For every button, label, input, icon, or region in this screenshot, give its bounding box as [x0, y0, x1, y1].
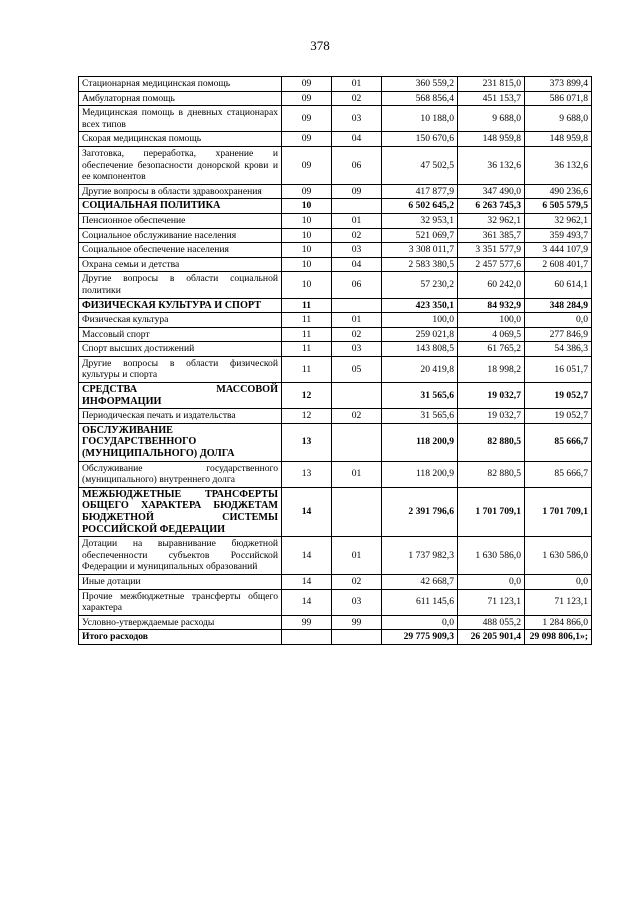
subsection-code: 01: [332, 461, 382, 487]
row-name: Периодическая печать и издательства: [79, 409, 282, 424]
amount-year-1: 568 856,4: [382, 91, 458, 106]
section-code: [282, 630, 332, 645]
table-row: [79, 298, 592, 313]
amount-year-1: 100,0: [382, 313, 458, 328]
section-code: 10: [282, 228, 332, 243]
row-name: Массовый спорт: [79, 327, 282, 342]
amount-year-1: 57 230,2: [382, 272, 458, 298]
section-code: 12: [282, 383, 332, 409]
amount-year-1: 417 877,9: [382, 184, 458, 199]
amount-year-2: 4 069,5: [458, 327, 525, 342]
section-code: 14: [282, 487, 332, 536]
subsection-code: [332, 383, 382, 409]
row-name: СРЕДСТВА МАССОВОЙ ИНФОРМАЦИИ: [79, 383, 282, 409]
table-row: [79, 91, 592, 106]
table-row: [79, 342, 592, 357]
amount-year-1: 1 737 982,3: [382, 537, 458, 575]
row-name: Стационарная медицинская помощь: [79, 77, 282, 92]
row-name: Другие вопросы в области здравоохранения: [79, 184, 282, 199]
amount-year-1: 423 350,1: [382, 298, 458, 313]
amount-year-2: 60 242,0: [458, 272, 525, 298]
subsection-code: 05: [332, 356, 382, 382]
table-row: [79, 589, 592, 615]
amount-year-1: 521 069,7: [382, 228, 458, 243]
amount-year-2: 19 032,7: [458, 383, 525, 409]
amount-year-2: 451 153,7: [458, 91, 525, 106]
row-name: Амбулаторная помощь: [79, 91, 282, 106]
amount-year-2: 148 959,8: [458, 132, 525, 147]
amount-year-3: 490 236,6: [525, 184, 592, 199]
subsection-code: 06: [332, 272, 382, 298]
amount-year-3: 1 630 586,0: [525, 537, 592, 575]
amount-year-2: 361 385,7: [458, 228, 525, 243]
row-name: Итого расходов: [79, 630, 282, 645]
amount-year-2: 0,0: [458, 574, 525, 589]
amount-year-1: 150 670,6: [382, 132, 458, 147]
amount-year-2: 2 457 577,6: [458, 257, 525, 272]
amount-year-1: 2 583 380,5: [382, 257, 458, 272]
amount-year-2: 1 630 586,0: [458, 537, 525, 575]
table-row: [79, 77, 592, 92]
amount-year-3: 19 052,7: [525, 409, 592, 424]
amount-year-1: 29 775 909,3: [382, 630, 458, 645]
amount-year-3: 36 132,6: [525, 146, 592, 184]
section-code: 11: [282, 298, 332, 313]
amount-year-1: 10 188,0: [382, 106, 458, 132]
table-row: [79, 228, 592, 243]
table-row: [79, 132, 592, 147]
amount-year-1: 143 808,5: [382, 342, 458, 357]
amount-year-3: 6 505 579,5: [525, 199, 592, 214]
table-row: [79, 383, 592, 409]
subsection-code: 99: [332, 615, 382, 630]
row-name: Другие вопросы в области социальной политики: [79, 272, 282, 298]
amount-year-1: 6 502 645,2: [382, 199, 458, 214]
table-row: [79, 106, 592, 132]
section-code: 12: [282, 409, 332, 424]
table-row: [79, 327, 592, 342]
subsection-code: 03: [332, 243, 382, 258]
amount-year-2: 100,0: [458, 313, 525, 328]
subsection-code: 06: [332, 146, 382, 184]
subsection-code: 03: [332, 106, 382, 132]
subsection-code: 04: [332, 132, 382, 147]
table-row: [79, 243, 592, 258]
section-code: 10: [282, 213, 332, 228]
amount-year-2: 19 032,7: [458, 409, 525, 424]
amount-year-3: 71 123,1: [525, 589, 592, 615]
section-code: 11: [282, 313, 332, 328]
amount-year-3: 19 052,7: [525, 383, 592, 409]
subsection-code: 02: [332, 409, 382, 424]
table-row: [79, 199, 592, 214]
table-row: [79, 423, 592, 461]
row-name: Обслуживание государственного (муниципального) внутреннего долга: [79, 461, 282, 487]
row-name: ОБСЛУЖИВАНИЕ ГОСУДАРСТВЕННОГО (МУНИЦИПАЛЬНОГО) ДОЛГА: [79, 423, 282, 461]
amount-year-2: 61 765,2: [458, 342, 525, 357]
amount-year-3: 85 666,7: [525, 461, 592, 487]
subsection-code: 01: [332, 213, 382, 228]
amount-year-3: 9 688,0: [525, 106, 592, 132]
section-code: 11: [282, 342, 332, 357]
table-row: [79, 487, 592, 536]
amount-year-2: 26 205 901,4: [458, 630, 525, 645]
subsection-code: [332, 487, 382, 536]
table-row: [79, 213, 592, 228]
row-name: Скорая медицинская помощь: [79, 132, 282, 147]
amount-year-2: 84 932,9: [458, 298, 525, 313]
amount-year-2: 1 701 709,1: [458, 487, 525, 536]
row-name: Охрана семьи и детства: [79, 257, 282, 272]
row-name: Условно-утверждаемые расходы: [79, 615, 282, 630]
section-code: 09: [282, 146, 332, 184]
amount-year-1: 32 953,1: [382, 213, 458, 228]
row-name: Социальное обеспечение населения: [79, 243, 282, 258]
amount-year-3: 3 444 107,9: [525, 243, 592, 258]
subsection-code: 03: [332, 589, 382, 615]
section-code: 09: [282, 77, 332, 92]
budget-table: [78, 76, 592, 645]
row-name: Социальное обслуживание населения: [79, 228, 282, 243]
section-code: 10: [282, 243, 332, 258]
amount-year-2: 3 351 577,9: [458, 243, 525, 258]
amount-year-3: 60 614,1: [525, 272, 592, 298]
subsection-code: 09: [332, 184, 382, 199]
section-code: 99: [282, 615, 332, 630]
amount-year-1: 47 502,5: [382, 146, 458, 184]
amount-year-2: 82 880,5: [458, 423, 525, 461]
row-name: Прочие межбюджетные трансферты общего характера: [79, 589, 282, 615]
subsection-code: 01: [332, 77, 382, 92]
amount-year-3: 2 608 401,7: [525, 257, 592, 272]
table-row: [79, 257, 592, 272]
section-code: 10: [282, 257, 332, 272]
amount-year-1: 31 565,6: [382, 383, 458, 409]
table-row: [79, 313, 592, 328]
amount-year-2: 6 263 745,3: [458, 199, 525, 214]
section-code: 10: [282, 199, 332, 214]
amount-year-1: 259 021,8: [382, 327, 458, 342]
amount-year-1: 20 419,8: [382, 356, 458, 382]
table-row: [79, 461, 592, 487]
amount-year-2: 36 132,6: [458, 146, 525, 184]
row-name: МЕЖБЮДЖЕТНЫЕ ТРАНСФЕРТЫ ОБЩЕГО ХАРАКТЕРА БЮДЖЕТАМ БЮДЖЕТНОЙ СИСТЕМЫ РОССИЙСКОЙ ФЕДЕРАЦИИ: [79, 487, 282, 536]
amount-year-1: 118 200,9: [382, 423, 458, 461]
section-code: 09: [282, 106, 332, 132]
amount-year-1: 360 559,2: [382, 77, 458, 92]
amount-year-2: 231 815,0: [458, 77, 525, 92]
amount-year-2: 18 998,2: [458, 356, 525, 382]
row-name: Дотации на выравнивание бюджетной обеспеченности субъектов Российской Федерации и муниципальных образований: [79, 537, 282, 575]
subsection-code: 01: [332, 537, 382, 575]
amount-year-3: 16 051,7: [525, 356, 592, 382]
amount-year-3: 348 284,9: [525, 298, 592, 313]
subsection-code: 02: [332, 574, 382, 589]
table-row: [79, 272, 592, 298]
amount-year-3: 54 386,3: [525, 342, 592, 357]
page-number: 378: [310, 38, 330, 53]
amount-year-2: 82 880,5: [458, 461, 525, 487]
amount-year-1: 2 391 796,6: [382, 487, 458, 536]
subsection-code: [332, 423, 382, 461]
amount-year-1: 118 200,9: [382, 461, 458, 487]
row-name: Спорт высших достижений: [79, 342, 282, 357]
amount-year-1: 0,0: [382, 615, 458, 630]
table-row: [79, 356, 592, 382]
table-row: [79, 574, 592, 589]
amount-year-3: 32 962,1: [525, 213, 592, 228]
table-row: [79, 630, 592, 645]
amount-year-1: 31 565,6: [382, 409, 458, 424]
amount-year-2: 488 055,2: [458, 615, 525, 630]
amount-year-3: 85 666,7: [525, 423, 592, 461]
table-row: [79, 615, 592, 630]
section-code: 09: [282, 132, 332, 147]
section-code: 10: [282, 272, 332, 298]
amount-year-2: 71 123,1: [458, 589, 525, 615]
table-row: [79, 184, 592, 199]
amount-year-1: 3 308 011,7: [382, 243, 458, 258]
subsection-code: 04: [332, 257, 382, 272]
amount-year-2: 9 688,0: [458, 106, 525, 132]
row-name: Физическая культура: [79, 313, 282, 328]
amount-year-3: 29 098 806,1»;: [525, 630, 592, 645]
section-code: 14: [282, 574, 332, 589]
section-code: 14: [282, 537, 332, 575]
subsection-code: [332, 199, 382, 214]
amount-year-3: 373 899,4: [525, 77, 592, 92]
section-code: 13: [282, 461, 332, 487]
amount-year-3: 148 959,8: [525, 132, 592, 147]
subsection-code: 02: [332, 327, 382, 342]
amount-year-3: 1 284 866,0: [525, 615, 592, 630]
amount-year-2: 32 962,1: [458, 213, 525, 228]
amount-year-1: 611 145,6: [382, 589, 458, 615]
section-code: 09: [282, 91, 332, 106]
amount-year-3: 359 493,7: [525, 228, 592, 243]
row-name: СОЦИАЛЬНАЯ ПОЛИТИКА: [79, 199, 282, 214]
row-name: ФИЗИЧЕСКАЯ КУЛЬТУРА И СПОРТ: [79, 298, 282, 313]
subsection-code: 01: [332, 313, 382, 328]
subsection-code: [332, 298, 382, 313]
row-name: Другие вопросы в области физической культуры и спорта: [79, 356, 282, 382]
amount-year-3: 1 701 709,1: [525, 487, 592, 536]
row-name: Иные дотации: [79, 574, 282, 589]
section-code: 13: [282, 423, 332, 461]
section-code: 09: [282, 184, 332, 199]
subsection-code: 02: [332, 228, 382, 243]
amount-year-3: 0,0: [525, 313, 592, 328]
amount-year-3: 0,0: [525, 574, 592, 589]
table-row: [79, 537, 592, 575]
subsection-code: [332, 630, 382, 645]
table-row: [79, 409, 592, 424]
row-name: Пенсионное обеспечение: [79, 213, 282, 228]
subsection-code: 02: [332, 91, 382, 106]
amount-year-3: 586 071,8: [525, 91, 592, 106]
amount-year-1: 42 668,7: [382, 574, 458, 589]
section-code: 14: [282, 589, 332, 615]
subsection-code: 03: [332, 342, 382, 357]
row-name: Заготовка, переработка, хранение и обеспечение безопасности донорской крови и ее компонентов: [79, 146, 282, 184]
section-code: 11: [282, 356, 332, 382]
amount-year-2: 347 490,0: [458, 184, 525, 199]
amount-year-3: 277 846,9: [525, 327, 592, 342]
row-name: Медицинская помощь в дневных стационарах всех типов: [79, 106, 282, 132]
table-row: [79, 146, 592, 184]
section-code: 11: [282, 327, 332, 342]
